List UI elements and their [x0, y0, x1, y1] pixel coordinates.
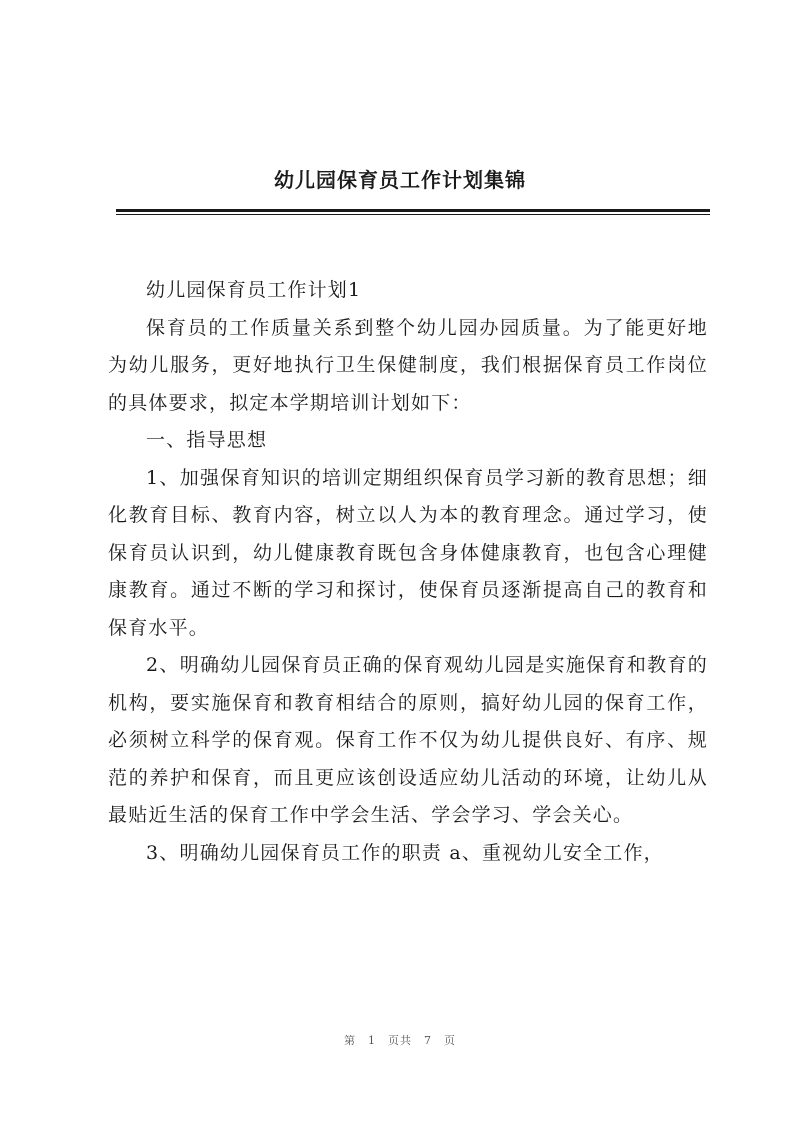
- section-heading: 幼儿园保育员工作计划1: [146, 279, 362, 301]
- paragraph-item-1: 1、加强保育知识的培训定期组织保育员学习新的教育思想；细化教育目标、教育内容，树立以人为本的教育理念。通过学习，使保育员认识到，幼儿健康教育既包含身体健康教育，也包含心理健康教育。通过不断的学习和探讨，使保育员逐渐提高自己的教育和保育水平。: [108, 466, 708, 639]
- footer-prefix: 第: [344, 1034, 356, 1047]
- footer-total-pages: 7: [424, 1034, 432, 1047]
- paragraph-item-3: 3、明确幼儿园保育员工作的职责 a、重视幼儿安全工作，: [146, 841, 664, 864]
- title-divider-thin: [116, 214, 710, 215]
- intro-paragraph: 保育员的工作质量关系到整个幼儿园办园质量。为了能更好地为幼儿服务，更好地执行卫生保健制度，我们根据保育员工作岗位的具体要求，拟定本学期培训计划如下：: [108, 316, 708, 414]
- document-body: [108, 272, 708, 872]
- footer-suffix: 页: [444, 1034, 456, 1047]
- footer-current-page: 1: [368, 1034, 376, 1047]
- paragraph-item-2: 2、明确幼儿园保育员正确的保育观幼儿园是实施保育和教育的机构，要实施保育和教育相结合的原则，搞好幼儿园的保育工作，必须树立科学的保育观。保育工作不仅为幼儿提供良好、有序、规范的养护和保育，而且更应该创设适应幼儿活动的环境，让幼儿从最贴近生活的保育工作中学会生活、学会学习、学会关心。: [108, 654, 708, 826]
- page-footer: [0, 1032, 800, 1048]
- title-divider: [116, 209, 710, 212]
- page-title: 幼儿园保育员工作计划集锦: [274, 168, 526, 192]
- footer-middle: 页共: [388, 1034, 412, 1047]
- subsection-heading: 一、指导思想: [146, 429, 268, 451]
